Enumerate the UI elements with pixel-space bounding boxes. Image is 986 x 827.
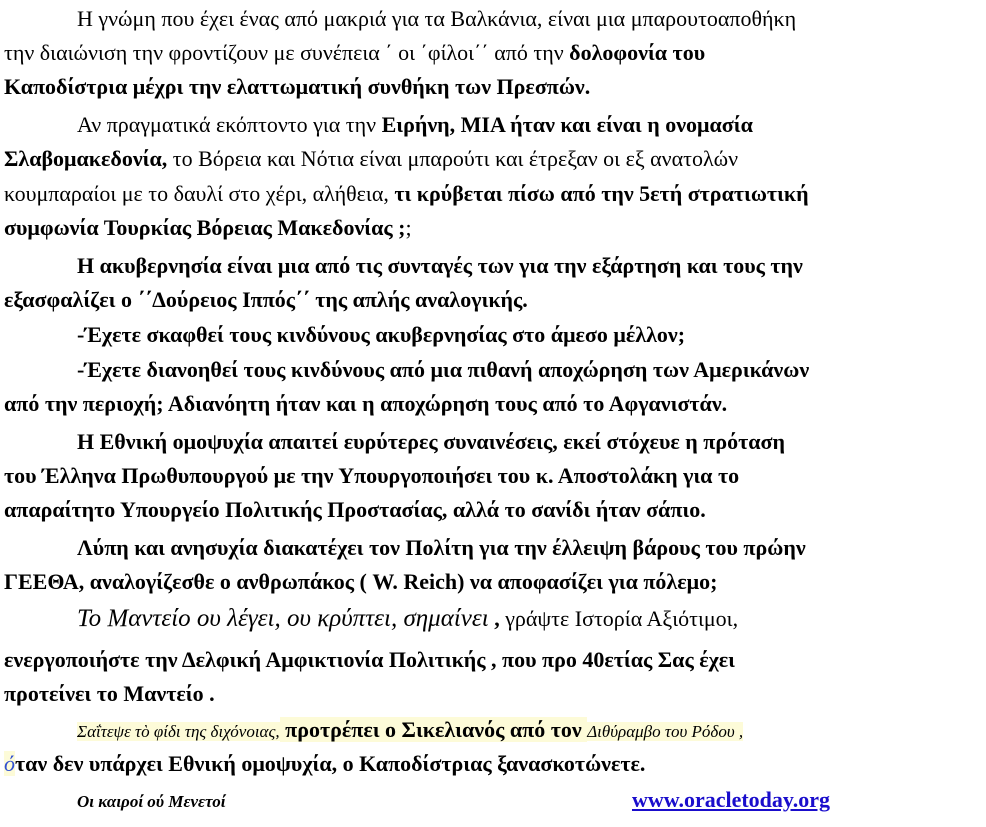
text-line xyxy=(0,251,986,281)
text-line xyxy=(0,785,986,817)
text-line xyxy=(0,427,986,457)
text-segment: Ειρήνη, ΜΙΑ ήταν και είναι η ονομασία xyxy=(381,112,753,137)
text-line xyxy=(0,495,986,525)
text-line xyxy=(0,679,986,709)
text-segment: ό xyxy=(4,751,15,776)
text-segment: το Βόρεια και Νότια είναι μπαρούτι και έτρεξαν οι εξ ανατολών xyxy=(167,146,739,171)
website-link[interactable]: www.oracletoday.org xyxy=(632,787,830,812)
text-line xyxy=(0,645,986,675)
text-line xyxy=(0,567,986,597)
text-line xyxy=(0,389,986,419)
text-segment: τι κρύβεται πίσω από την 5ετή στρατιωτική xyxy=(394,181,809,206)
text-segment: -Έχετε σκαφθεί τους κινδύνους ακυβερνησίας στο άμεσο μέλλον; xyxy=(77,322,686,347)
text-line xyxy=(0,72,986,102)
text-line xyxy=(0,285,986,315)
text-segment: εξασφαλίζει ο ΄΄Δούρειος Ιππός΄΄ της απλής αναλογικής. xyxy=(4,287,528,312)
text-line xyxy=(0,604,986,634)
text-segment: του Έλληνα Πρωθυπουργού με την Υπουργοποιήσει του κ. Αποστολάκη για το xyxy=(4,463,740,488)
text-line xyxy=(0,110,986,140)
text-segment: Η ακυβερνησία είναι μια από τις συνταγές των για την εξάρτηση και τους την xyxy=(77,253,803,278)
text-segment: απαραίτητο Υπουργείο Πολιτικής Προστασίας, αλλά το σανίδι ήταν σάπιο. xyxy=(4,497,706,522)
text-segment: κουμπαραίοι με το δαυλί στο χέρι, αλήθεια, xyxy=(4,181,395,206)
text-segment: Σαΐτεψε τὸ φίδι της διχόνοιας, xyxy=(77,722,280,741)
text-segment: Η γνώμη που έχει ένας από μακριά για τα Βαλκάνια, είναι μια μπαρουτοαποθήκη xyxy=(77,6,797,31)
text-segment: ; xyxy=(405,215,412,240)
text-line xyxy=(0,179,986,209)
text-segment: , xyxy=(734,722,744,741)
text-line xyxy=(0,4,986,34)
text-segment: προτείνει το Μαντείο . xyxy=(4,681,215,706)
text-segment: , xyxy=(488,606,506,631)
text-line xyxy=(0,355,986,385)
text-segment: Διθύραμβο του Ρόδου xyxy=(587,722,735,741)
text-line xyxy=(0,533,986,563)
text-segment: από την περιοχή; Αδιανόητη ήταν και η αποχώρηση τους από το Αφγανιστάν. xyxy=(4,391,728,416)
text-segment: την διαιώνιση την φροντίζουν με συνέπεια ΄ οι ΄φίλοι΄΄ από την xyxy=(4,40,570,65)
text-line xyxy=(0,715,986,747)
text-segment: ενεργοποιήστε την Δελφική Αμφικτιονία Πολιτικής , που προ 40ετίας Σας έχει xyxy=(4,647,736,672)
text-segment: συμφωνία Τουρκίας Βόρειας Μακεδονίας ; xyxy=(4,215,406,240)
text-segment: γράψτε Ιστορία Αξιότιμοι, xyxy=(505,606,739,631)
text-segment: Η Εθνική ομοψυχία απαιτεί ευρύτερες συναινέσεις, εκεί στόχευε η πρόταση xyxy=(77,429,785,454)
text-segment: ταν δεν υπάρχει Εθνική ομοψυχία, ο Καποδίστριας ξανασκοτώνετε. xyxy=(15,751,646,776)
text-segment: Καποδίστρια μέχρι την ελαττωματική συνθήκη των Πρεσπών. xyxy=(4,74,591,99)
text-line xyxy=(0,144,986,174)
text-segment: προτρέπει ο Σικελιανός από τον xyxy=(279,717,588,742)
text-line xyxy=(0,749,986,779)
text-segment: Οι καιροί ού Μενετοί xyxy=(77,792,226,811)
text-segment: Λύπη και ανησυχία διακατέχει τον Πολίτη για την έλλειψη βάρους του πρώην xyxy=(77,535,806,560)
text-segment: -Έχετε διανοηθεί τους κινδύνους από μια πιθανή αποχώρηση των Αμερικάνων xyxy=(77,357,810,382)
text-line xyxy=(0,38,986,68)
text-segment: Σλαβομακεδονία, xyxy=(4,146,168,171)
text-line xyxy=(0,320,986,350)
text-segment: Αν πραγματικά εκόπτοντο για την xyxy=(77,112,382,137)
text-line xyxy=(0,213,986,243)
text-segment: ΓΕΕΘΑ, αναλογίζεσθε ο ανθρωπάκος ( W. Reich) να αποφασίζει για πόλεμο; xyxy=(4,569,718,594)
text-segment: Το Μαντείο ου λέγει, ου κρύπτει, σημαίνει xyxy=(77,605,489,632)
text-line xyxy=(0,461,986,491)
text-segment: δολοφονία του xyxy=(569,40,706,65)
